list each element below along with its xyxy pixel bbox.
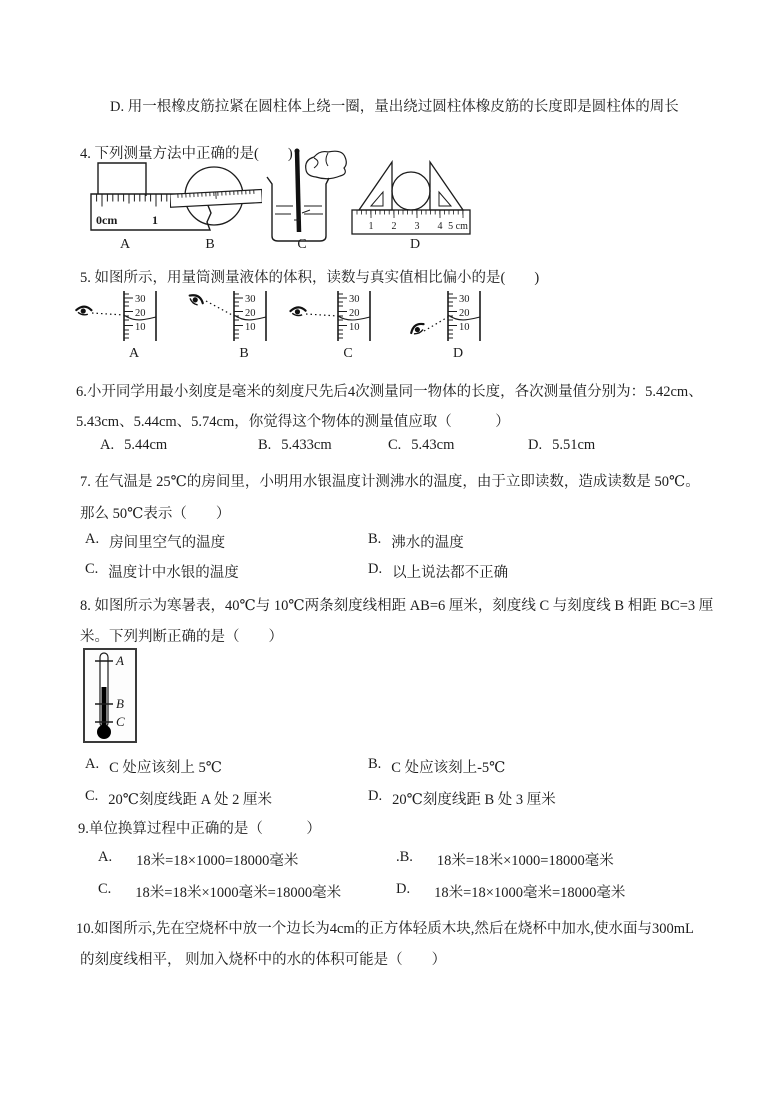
sight-line xyxy=(92,313,124,315)
measured-block xyxy=(98,163,146,196)
thermometer-frame xyxy=(84,649,136,742)
q8-option-a xyxy=(85,756,222,777)
option-text: 房间里空气的温度 xyxy=(109,535,226,551)
scale-20: 20 xyxy=(349,308,360,319)
figure-label: B xyxy=(239,346,249,359)
scale-10: 10 xyxy=(245,322,256,333)
q5-cylinder-b xyxy=(184,289,280,359)
option-label: D. xyxy=(528,437,543,453)
figure-label: B xyxy=(205,237,215,250)
left-setsquare xyxy=(359,162,392,210)
q8-stem-line1: 8. 如图所示为寒暑表，40℃与 10℃两条刻度线相距 AB=6 厘米，刻度线 C 与刻度线 B 相距 BC=3 厘 xyxy=(80,598,714,614)
option-text: C 处应该刻上 5℃ xyxy=(109,760,223,776)
q8-stem-line2: 米。下列判断正确的是（ ） xyxy=(80,629,283,645)
q7-option-b xyxy=(368,531,464,552)
q7-stem-line1: 7. 在气温是 25℃的房间里，小明用水银温度计测沸水的温度，由于立即读数，造成读数是 50℃。 xyxy=(80,474,700,490)
cylinder-ticks xyxy=(338,294,347,338)
scale-30: 30 xyxy=(135,294,146,305)
q5-cylinder-c xyxy=(288,289,384,359)
ruler-number: 5 cm xyxy=(448,221,468,232)
option-label: A. xyxy=(100,437,115,453)
ruler-number: 4 xyxy=(437,221,443,232)
q6-option-a xyxy=(100,437,167,454)
option-text: 18米=18米×1000毫米=18000毫米 xyxy=(135,885,342,901)
observer-eye-icon xyxy=(187,292,204,308)
option-label: D. xyxy=(368,561,383,577)
option-text: 5.51cm xyxy=(552,437,596,453)
mark-a-label: A xyxy=(116,653,124,668)
observer-eye-icon xyxy=(290,307,306,317)
ruler-through-circle xyxy=(170,189,262,207)
q7-option-c xyxy=(85,561,239,582)
figure-label: A xyxy=(119,237,131,250)
q10-stem-line2: 的刻度线相平， 则加入烧杯中的水的体积可能是（ ） xyxy=(80,952,447,968)
q9-option-d xyxy=(396,881,625,902)
scale-30: 30 xyxy=(245,294,256,305)
q6-stem-line1: 6.小开同学用最小刻度是毫米的刻度尺先后4次测量同一物体的长度，各次测量值分别为：5.42cm、 xyxy=(76,384,703,400)
right-setsquare-hole xyxy=(439,192,451,206)
option-label: .B. xyxy=(396,849,413,865)
option-text: 20℃刻度线距 A 处 2 厘米 xyxy=(108,792,272,808)
q6-option-c xyxy=(388,437,454,454)
option-text: 18米=18×1000=18000毫米 xyxy=(136,853,299,869)
option-text: 温度计中水银的温度 xyxy=(108,565,239,581)
q5-stem: 5. 如图所示，用量筒测量液体的体积，读数与真实值相比偏小的是( ) xyxy=(80,270,540,286)
q7-option-d xyxy=(368,561,508,582)
sight-line xyxy=(206,301,234,316)
option-text: C 处应该刻上-5℃ xyxy=(391,760,506,776)
q8-option-c xyxy=(85,788,272,809)
q9-option-a xyxy=(98,849,298,870)
option-text: 20℃刻度线距 B 处 3 厘米 xyxy=(392,792,556,808)
q10-stem-line1: 10.如图所示,先在空烧杯中放一个边长为4cm的正方体轻质木块,然后在烧杯中加水,使水面与300mL xyxy=(76,921,694,937)
q9-option-b xyxy=(396,849,614,870)
q8-option-d xyxy=(368,788,556,809)
scale-20: 20 xyxy=(459,308,470,319)
q7-stem-line2: 那么 50℃表示（ ） xyxy=(80,506,231,522)
ruler-number: 2 xyxy=(391,221,397,232)
scale-30: 30 xyxy=(349,294,360,305)
option-label: C. xyxy=(388,437,402,453)
option-text: 以上说法都不正确 xyxy=(392,565,509,581)
option-label: A. xyxy=(85,531,100,547)
q9-stem: 9.单位换算过程中正确的是（ ） xyxy=(78,821,321,837)
scale-10: 10 xyxy=(135,322,146,333)
option-label: C. xyxy=(85,561,99,577)
ruler-number: 1 xyxy=(368,221,374,232)
q4-figure-circle-ruler xyxy=(170,156,262,250)
ruler-zero-label: 0cm xyxy=(96,213,118,227)
sight-line xyxy=(306,314,338,316)
option-text: 沸水的温度 xyxy=(391,535,464,551)
figure-label: D xyxy=(452,346,464,359)
sight-line xyxy=(424,317,448,331)
q4-stem: 4. 下列测量方法中正确的是( ) xyxy=(80,146,293,162)
scale-30: 30 xyxy=(459,294,470,305)
q5-cylinder-d xyxy=(398,289,494,359)
thermometer-bulb xyxy=(97,725,111,739)
observer-eye-icon xyxy=(76,306,92,316)
option-label: B. xyxy=(258,437,272,453)
hand xyxy=(306,151,347,179)
q7-option-a xyxy=(85,531,225,552)
figure-label: A xyxy=(128,346,140,359)
q8-thermometer-figure xyxy=(82,647,142,745)
mark-c-label: C xyxy=(116,714,125,729)
figure-label: C xyxy=(343,346,353,359)
q4-figure-triangles-ball xyxy=(350,150,472,250)
option-label: D. xyxy=(396,881,411,897)
figure-label: C xyxy=(297,237,307,250)
left-setsquare-hole xyxy=(371,192,383,206)
ruler-one-label: 1 xyxy=(152,213,158,227)
option-text: 5.44cm xyxy=(124,437,168,453)
thermometer-mercury xyxy=(102,687,107,727)
q6-option-d xyxy=(528,437,595,454)
q4-figure-beaker-stick xyxy=(264,146,350,250)
scale-10: 10 xyxy=(459,322,470,333)
option-label: A. xyxy=(85,756,100,772)
option-text: 18米=18米×1000=18000毫米 xyxy=(436,853,614,869)
q6-stem-line2: 5.43cm、5.44cm、5.74cm，你觉得这个物体的测量值应取（ ） xyxy=(76,414,510,430)
q6-option-b xyxy=(258,437,332,454)
scale-20: 20 xyxy=(135,308,146,319)
observer-eye-icon xyxy=(409,322,426,336)
q8-option-b xyxy=(368,756,505,777)
q5-cylinder-a xyxy=(74,289,170,359)
stick-knob xyxy=(295,149,300,154)
scale-10: 10 xyxy=(349,322,360,333)
ruler-number: 3 xyxy=(414,221,420,232)
option-label: C. xyxy=(85,788,99,804)
intro-option-d-line: D. 用一根橡皮筋拉紧在圆柱体上绕一圈，量出绕过圆柱体橡皮筋的长度即是圆柱体的周长 xyxy=(110,99,679,115)
option-label: B. xyxy=(368,531,382,547)
figure-label: D xyxy=(409,237,421,250)
right-setsquare xyxy=(430,162,463,210)
q9-option-c xyxy=(98,881,341,902)
option-label: A. xyxy=(98,849,113,865)
scale-20: 20 xyxy=(245,308,256,319)
measured-ball xyxy=(392,172,430,210)
option-label: D. xyxy=(368,788,383,804)
option-label: C. xyxy=(98,881,112,897)
mark-b-label: B xyxy=(116,696,124,711)
option-text: 5.43cm xyxy=(411,437,455,453)
option-label: B. xyxy=(368,756,382,772)
option-text: 5.433cm xyxy=(281,437,332,453)
option-text: 18米=18×1000毫米=18000毫米 xyxy=(434,885,626,901)
